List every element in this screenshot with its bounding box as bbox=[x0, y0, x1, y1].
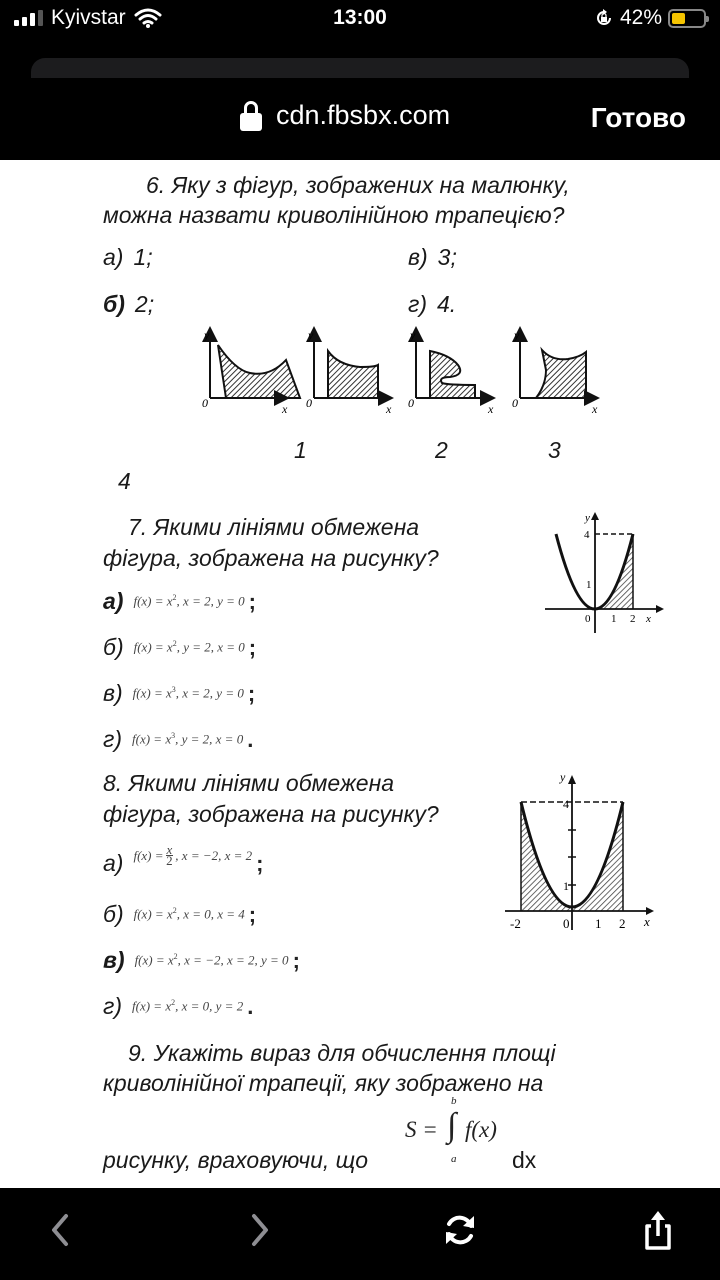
tick-y-4: 4 bbox=[584, 529, 590, 541]
option-formula bbox=[134, 906, 245, 922]
axis-x-label: x bbox=[644, 914, 650, 929]
done-button[interactable]: Готово bbox=[590, 102, 686, 133]
integral-sign: ∫ bbox=[447, 1107, 457, 1144]
option-punct: ; bbox=[248, 901, 257, 927]
option-punct: ; bbox=[248, 588, 256, 614]
option-formula bbox=[132, 731, 243, 747]
tick-x-2: 2 bbox=[619, 916, 626, 931]
formula-f: f(x) = x bbox=[133, 906, 173, 922]
q9-line3: рисунку, враховуючи, що bbox=[103, 1147, 369, 1173]
option-text: 1; bbox=[133, 244, 153, 270]
q6-figures bbox=[190, 325, 610, 425]
option-formula bbox=[134, 639, 245, 655]
axis-y-label: y bbox=[585, 512, 590, 524]
chevron-right-icon bbox=[238, 1208, 282, 1252]
option-text: 3; bbox=[437, 244, 457, 270]
option-label: г) bbox=[103, 726, 123, 752]
option-formula bbox=[133, 593, 244, 609]
tick-x-1: 1 bbox=[595, 916, 602, 931]
q7-line1: 7. Якими лініями обмежена bbox=[128, 514, 420, 540]
document-view[interactable] bbox=[0, 160, 720, 1188]
url-display bbox=[240, 100, 450, 131]
q6-figure-4 bbox=[520, 330, 596, 398]
option-label: в) bbox=[408, 244, 428, 270]
axis-y-label: y bbox=[204, 328, 210, 342]
tick-x-0: 0 bbox=[585, 613, 591, 625]
axis-x-label: x bbox=[282, 402, 288, 416]
back-button[interactable] bbox=[38, 1208, 82, 1252]
option-punct: ; bbox=[248, 634, 257, 660]
q6-figure-label-1: 1 bbox=[294, 437, 307, 463]
option-punct: ; bbox=[247, 680, 256, 706]
status-bar bbox=[0, 0, 720, 42]
q6-figure-3 bbox=[416, 330, 492, 398]
share-button[interactable] bbox=[636, 1208, 680, 1252]
q7-graph bbox=[540, 508, 670, 638]
tick-x-neg2: -2 bbox=[510, 916, 521, 931]
axis-origin-label: 0 bbox=[512, 396, 518, 410]
tick-x-2: 2 bbox=[630, 613, 636, 625]
tick-x-0: 0 bbox=[563, 916, 570, 931]
tick-y-1: 1 bbox=[563, 879, 569, 893]
option-formula bbox=[132, 998, 243, 1014]
fraction-numerator: x bbox=[166, 842, 173, 857]
q6-option-v bbox=[408, 244, 457, 271]
formula-dx: dx bbox=[512, 1147, 537, 1173]
option-punct: ; bbox=[292, 947, 300, 973]
battery-fill bbox=[672, 13, 685, 24]
formula-rest: , x = 2, y = 0 bbox=[176, 593, 245, 609]
axis-y-label: y bbox=[514, 328, 520, 342]
battery-percent: 42% bbox=[619, 6, 662, 29]
option-text: 2; bbox=[134, 291, 155, 317]
integral-lower: a bbox=[451, 1153, 457, 1165]
formula-f: f(x) = x bbox=[132, 998, 172, 1014]
formula-lhs: S = bbox=[405, 1117, 438, 1142]
fraction-denominator: 2 bbox=[166, 853, 173, 868]
formula-exp: 2 bbox=[173, 952, 178, 962]
option-formula bbox=[135, 952, 289, 968]
tick-x-1: 1 bbox=[611, 613, 617, 625]
formula-exp: 3 bbox=[171, 685, 176, 695]
axis-x-label: x bbox=[592, 402, 598, 416]
q7-option-g bbox=[103, 726, 253, 753]
option-label: г) bbox=[408, 291, 428, 317]
share-icon bbox=[636, 1208, 680, 1252]
formula-rest: , x = 0, x = 4 bbox=[176, 906, 245, 922]
shaded-region bbox=[595, 534, 633, 609]
axis-y-label: y bbox=[308, 328, 314, 342]
reload-icon bbox=[438, 1208, 482, 1252]
formula-f: f(x) = x bbox=[133, 593, 173, 609]
q7-line2: фігура, зображена на рисунку? bbox=[103, 545, 439, 571]
formula-f: f(x) = bbox=[133, 847, 164, 863]
formula-f: f(x) = x bbox=[134, 952, 174, 968]
option-label: а) bbox=[103, 850, 124, 876]
axis-y-label: y bbox=[560, 770, 566, 784]
q6-option-a bbox=[103, 244, 153, 271]
option-label: в) bbox=[103, 947, 125, 973]
option-formula bbox=[133, 685, 244, 701]
tick-y-1: 1 bbox=[586, 579, 592, 591]
option-formula bbox=[133, 842, 253, 868]
formula-rest: , x = 2, y = 0 bbox=[175, 685, 244, 701]
formula-f: f(x) = x bbox=[132, 685, 172, 701]
option-punct: . bbox=[247, 993, 254, 1019]
q6-figure-1 bbox=[210, 330, 300, 398]
q8-line2: фігура, зображена на рисунку? bbox=[103, 801, 439, 827]
formula-exp: 2 bbox=[172, 639, 177, 649]
q6-figure-label-3: 3 bbox=[548, 437, 561, 463]
q6-figure-label-4: 4 bbox=[118, 468, 131, 494]
q6-line2: можна назвати криволінійною трапецією? bbox=[103, 202, 565, 228]
q6-option-g bbox=[408, 291, 456, 318]
option-label: б) bbox=[103, 634, 124, 660]
status-right bbox=[594, 6, 706, 30]
axis-origin-label: 0 bbox=[306, 396, 312, 410]
q6-figure-label-2: 2 bbox=[435, 437, 448, 463]
browser-toolbar bbox=[0, 1188, 720, 1280]
option-punct: ; bbox=[256, 850, 264, 876]
formula-exp: 2 bbox=[172, 906, 177, 916]
formula-f: f(x) = x bbox=[132, 731, 172, 747]
q9-formula bbox=[405, 1095, 525, 1165]
rotation-lock-icon bbox=[594, 8, 614, 28]
q8-option-b bbox=[103, 901, 256, 928]
axis-x-label: x bbox=[646, 613, 651, 625]
clock: 13:00 bbox=[333, 6, 387, 29]
q8-line1: 8. Якими лініями обмежена bbox=[103, 770, 395, 796]
carrier-name: Kyivstar bbox=[51, 6, 126, 29]
q7-option-v bbox=[103, 680, 255, 707]
formula-rest: , x = −2, x = 2 bbox=[175, 847, 253, 863]
formula-rest: , y = 2, x = 0 bbox=[176, 639, 245, 655]
q9-line1: 9. Укажіть вираз для обчислення площі bbox=[128, 1040, 556, 1066]
option-label: в) bbox=[103, 680, 123, 706]
formula-exp: 2 bbox=[171, 998, 176, 1008]
formula-fraction bbox=[166, 842, 174, 868]
q8-option-a bbox=[103, 842, 264, 877]
url-text: cdn.fbsbx.com bbox=[276, 100, 451, 130]
chevron-left-icon bbox=[38, 1208, 82, 1252]
q6-line1: 6. Яку з фігур, зображених на малюнку, bbox=[146, 172, 570, 198]
q7-option-b bbox=[103, 634, 256, 661]
forward-button[interactable] bbox=[238, 1208, 282, 1252]
q8-graph bbox=[500, 768, 665, 938]
option-label: б) bbox=[103, 901, 124, 927]
option-label: а) bbox=[103, 588, 124, 614]
formula-rest: , x = 0, y = 2 bbox=[175, 998, 244, 1014]
axis-origin-label: 0 bbox=[408, 396, 414, 410]
option-label: г) bbox=[103, 993, 123, 1019]
q8-option-g bbox=[103, 993, 253, 1020]
axis-origin-label: 0 bbox=[202, 396, 208, 410]
q9-line2: криволінійної трапеції, яку зображено на bbox=[103, 1070, 544, 1096]
lock-icon bbox=[240, 101, 262, 131]
formula-rest: , y = 2, x = 0 bbox=[175, 731, 244, 747]
q8-option-v bbox=[103, 947, 300, 974]
tick-y-4: 4 bbox=[563, 797, 569, 811]
formula-exp: 2 bbox=[172, 593, 177, 603]
axis-x-label: x bbox=[386, 402, 392, 416]
option-label: б) bbox=[103, 291, 125, 317]
q7-option-a bbox=[103, 588, 256, 615]
q6-option-b bbox=[103, 291, 154, 318]
integrand: f(x) bbox=[465, 1117, 497, 1142]
formula-rest: , x = −2, x = 2, y = 0 bbox=[177, 952, 289, 968]
option-text: 4. bbox=[437, 291, 457, 317]
option-punct: . bbox=[247, 726, 254, 752]
battery-icon bbox=[668, 9, 706, 28]
axis-y-label: y bbox=[410, 328, 416, 342]
option-label: а) bbox=[103, 244, 124, 270]
reload-button[interactable] bbox=[438, 1208, 482, 1252]
integral-upper: b bbox=[451, 1095, 457, 1107]
formula-exp: 3 bbox=[171, 731, 176, 741]
q6-figure-2 bbox=[314, 330, 390, 398]
formula-f: f(x) = x bbox=[133, 639, 173, 655]
axis-x-label: x bbox=[488, 402, 494, 416]
url-bar bbox=[0, 78, 720, 160]
sheet-handle bbox=[31, 58, 689, 78]
